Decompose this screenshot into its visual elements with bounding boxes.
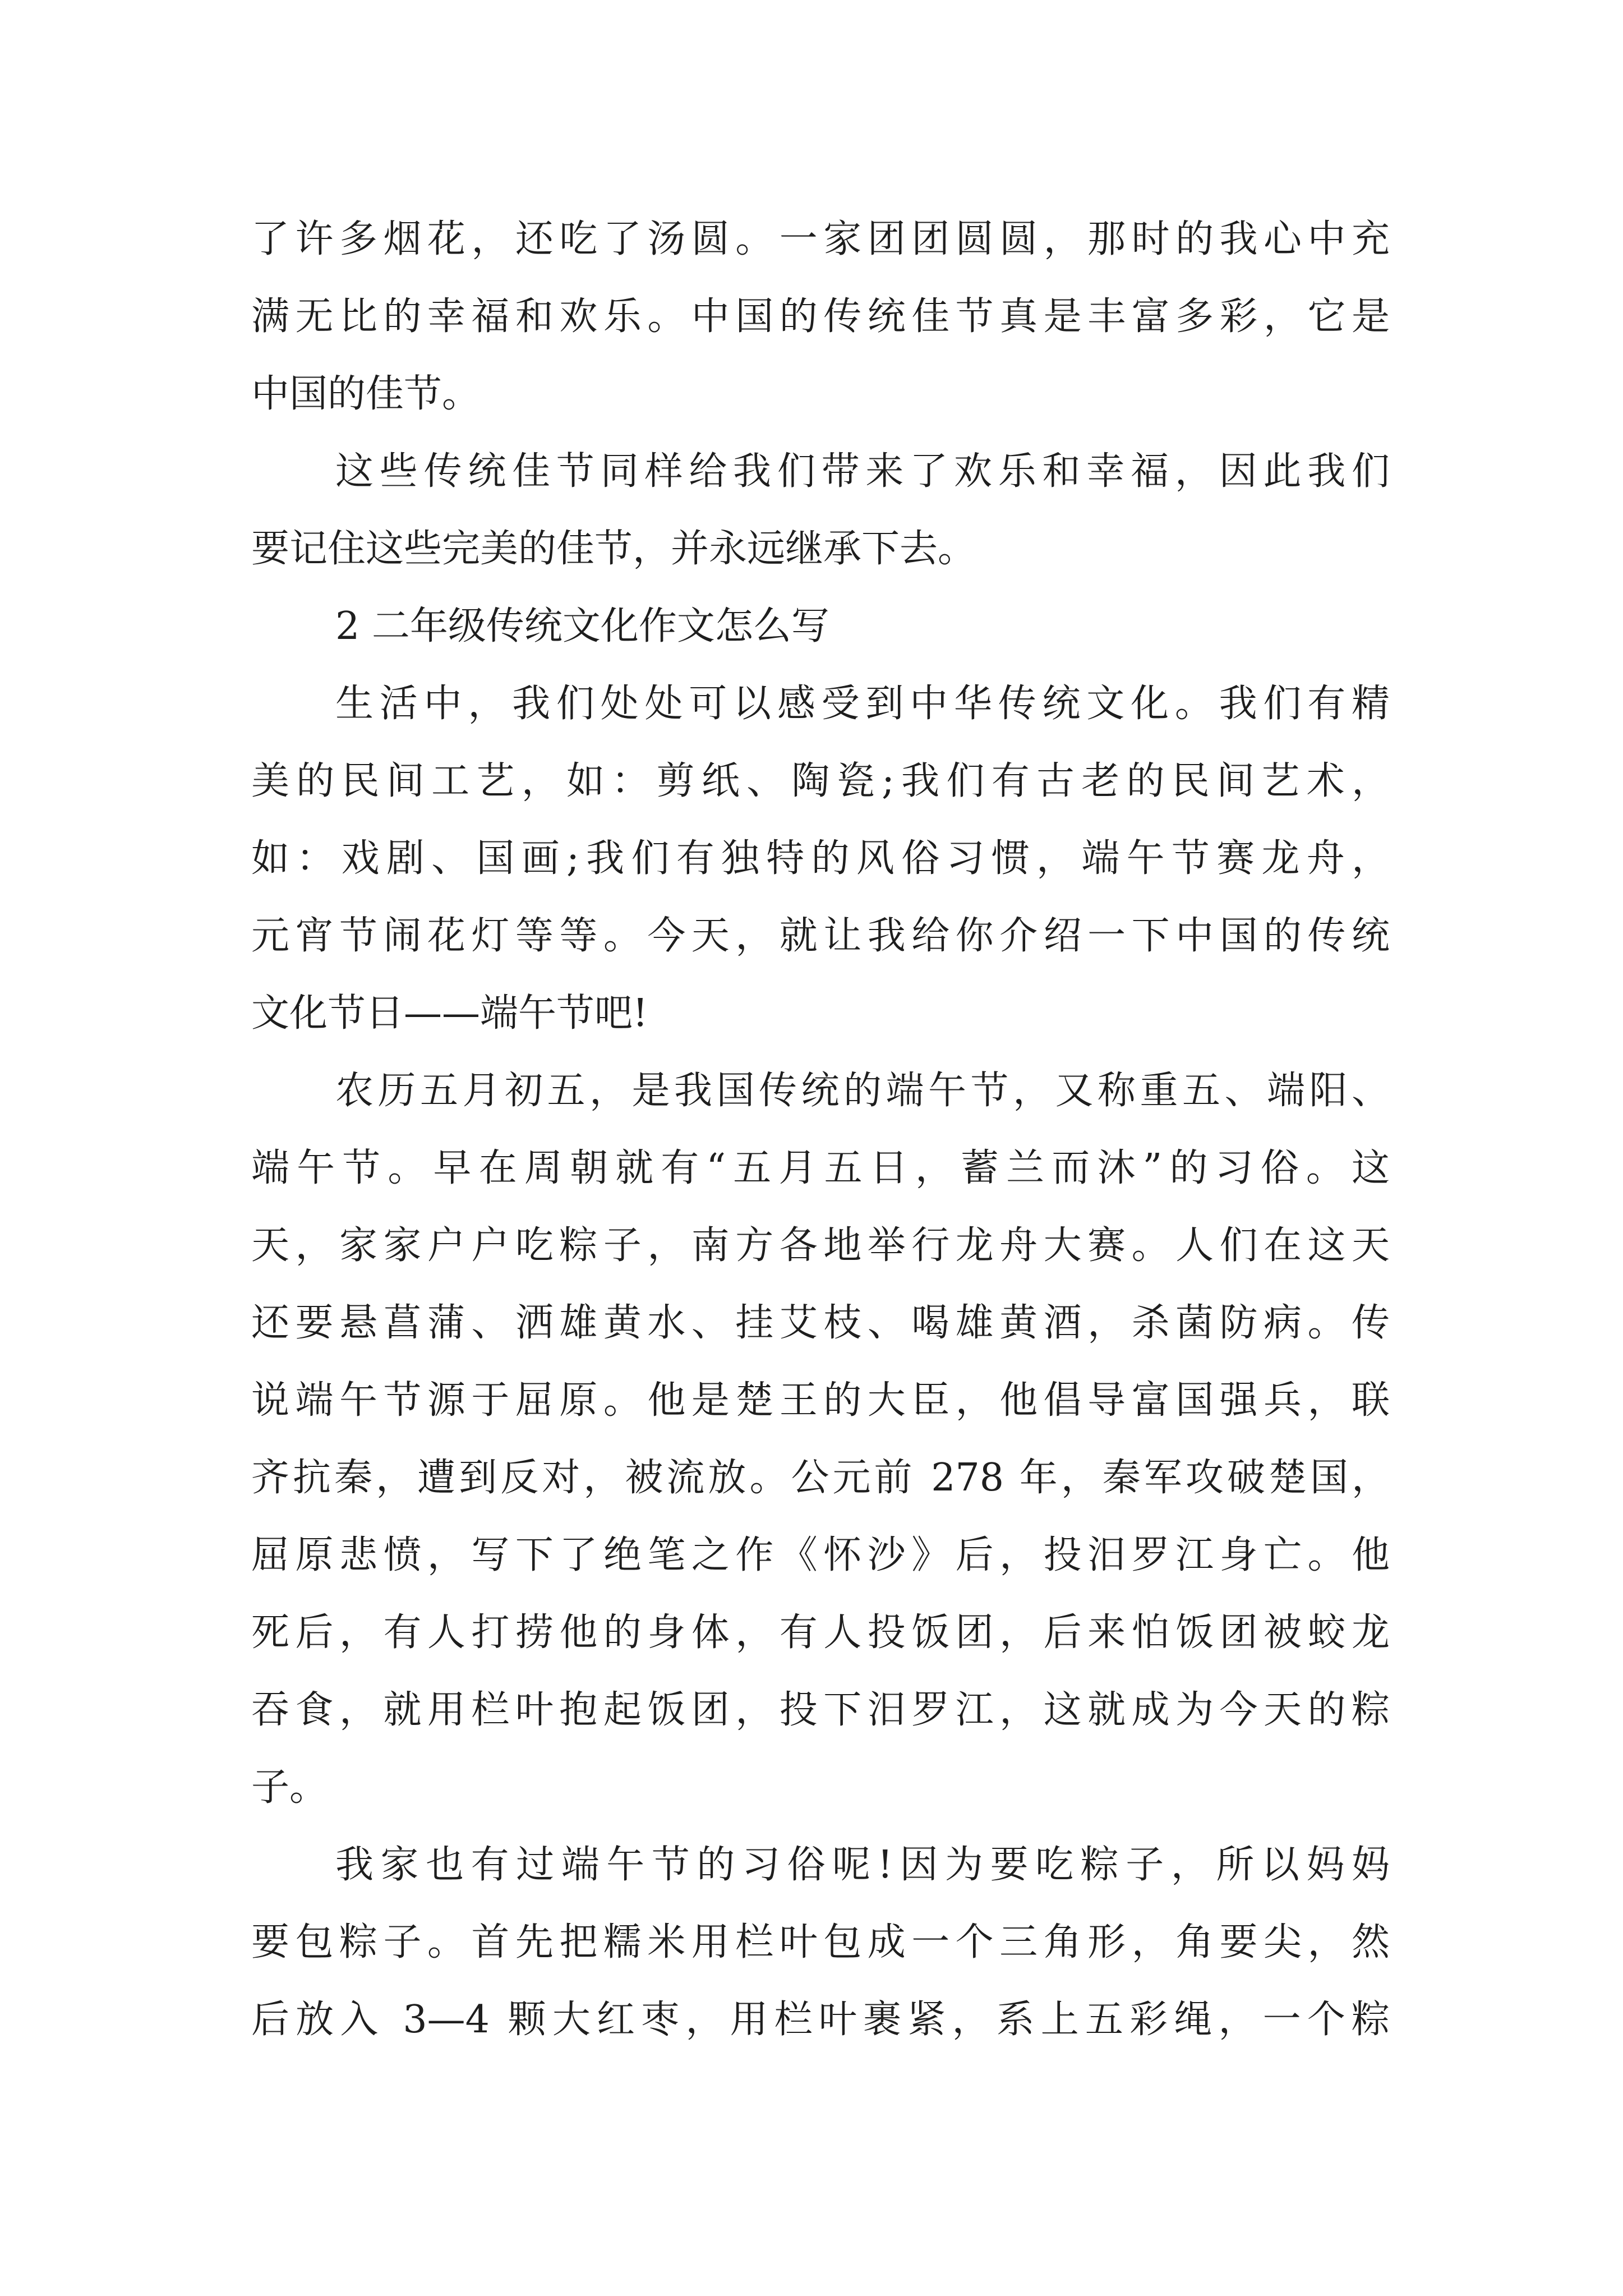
document-page [251, 201, 1390, 2059]
paragraph-festival-ending [251, 201, 1390, 433]
section-heading [251, 588, 1390, 665]
text-line: 端午节。早在周朝就有“五月五日，蓄兰而沐”的习俗。这 [251, 1146, 1390, 1190]
text-line: 齐抗秦，遭到反对，被流放。公元前 278 年，秦军攻破楚国， [251, 1456, 1390, 1500]
text-line: 美的民间工艺，如：剪纸、陶瓷;我们有古老的民间艺术， [251, 759, 1390, 803]
text-line: 死后，有人打捞他的身体，有人投饭团，后来怕饭团被蛟龙 [251, 1611, 1390, 1655]
paragraph-introduction [251, 665, 1390, 1052]
text-line: 中国的佳节。 [251, 372, 481, 416]
text-line: 要记住这些完美的佳节，并永远继承下去。 [251, 527, 976, 571]
heading-text: 2 二年级传统文化作文怎么写 [335, 604, 829, 648]
text-line: 这些传统佳节同样给我们带来了欢乐和幸福，因此我们 [335, 449, 1390, 494]
text-line: 如：戏剧、国画;我们有独特的风俗习惯，端午节赛龙舟， [251, 836, 1390, 881]
text-line: 了许多烟花，还吃了汤圆。一家团团圆圆，那时的我心中充 [251, 217, 1390, 261]
text-line: 说端午节源于屈原。他是楚王的大臣，他倡导富国强兵，联 [251, 1378, 1390, 1423]
text-line: 我家也有过端午节的习俗呢!因为要吃粽子，所以妈妈 [335, 1843, 1390, 1887]
text-line: 满无比的幸福和欢乐。中国的传统佳节真是丰富多彩，它是 [251, 295, 1390, 339]
text-line: 农历五月初五，是我国传统的端午节，又称重五、端阳、 [335, 1069, 1390, 1113]
text-line: 天，家家户户吃粽子，南方各地举行龙舟大赛。人们在这天 [251, 1223, 1390, 1268]
text-line: 屈原悲愤，写下了绝笔之作《怀沙》后，投汨罗江身亡。他 [251, 1533, 1390, 1577]
text-line: 还要悬菖蒲、洒雄黄水、挂艾枝、喝雄黄酒，杀菌防病。传 [251, 1301, 1390, 1345]
text-line: 子。 [251, 1765, 328, 1810]
text-line: 吞食，就用栏叶抱起饭团，投下汨罗江，这就成为今天的粽 [251, 1688, 1390, 1732]
text-line: 后放入 3—4 颗大红枣，用栏叶裹紧，系上五彩绳，一个粽 [251, 1998, 1390, 2042]
paragraph-conclusion [251, 433, 1390, 588]
paragraph-family-custom [251, 1826, 1390, 2059]
text-line: 文化节日——端午节吧! [251, 991, 648, 1036]
text-line: 要包粽子。首先把糯米用栏叶包成一个三角形，角要尖，然 [251, 1920, 1390, 1964]
text-line: 生活中，我们处处可以感受到中华传统文化。我们有精 [335, 682, 1390, 726]
text-line: 元宵节闹花灯等等。今天，就让我给你介绍一下中国的传统 [251, 914, 1390, 958]
paragraph-dragon-boat-history [251, 1052, 1390, 1826]
